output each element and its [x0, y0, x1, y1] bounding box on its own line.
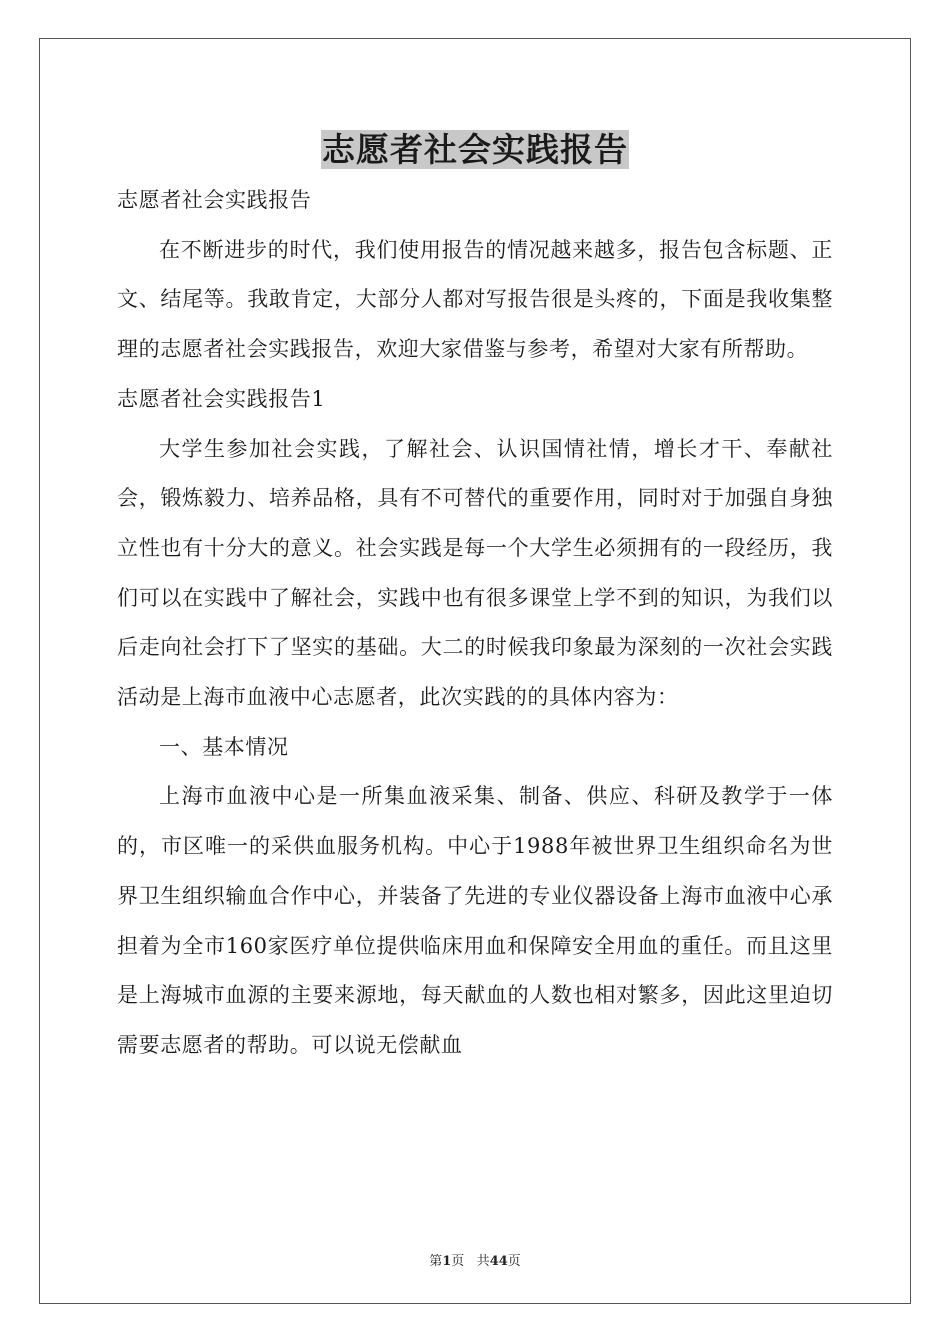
- document-body: [117, 176, 833, 1071]
- footer-total-suffix: 页: [507, 1254, 521, 1269]
- footer-page-prefix: 第: [429, 1254, 443, 1269]
- footer-page-number: 1: [442, 1254, 452, 1269]
- body-paragraph: 一、基本情况: [159, 734, 289, 759]
- footer-total-prefix: 共: [476, 1254, 490, 1269]
- document-title: [0, 128, 950, 172]
- footer-page-suffix: 页: [451, 1254, 465, 1269]
- document-title-text: 志愿者社会实践报告: [322, 130, 628, 169]
- body-paragraph: 志愿者社会实践报告1: [117, 386, 326, 411]
- body-paragraph: 志愿者社会实践报告: [117, 188, 312, 212]
- body-paragraph: 上海市血液中心是一所集血液采集、制备、供应、科研及教学于一体的，市区唯一的采供血服务机构。中心于1988年被世界卫生组织命名为世界卫生组织输血合作中心，并装备了先进的专业仪器设备上海市血液中心承担着为全市160家医疗单位提供临床用血和保障安全用血的重任。而且这里是上海城市血源的主要来源地，每天献血的人数也相对繁多，因此这里迫切需要志愿者的帮助。可以说无偿献血: [117, 784, 833, 1057]
- page-footer: [0, 1250, 950, 1269]
- body-paragraph: 在不断进步的时代，我们使用报告的情况越来越多，报告包含标题、正文、结尾等。我敢肯定，大部分人都对写报告很是头疼的，下面是我收集整理的志愿者社会实践报告，欢迎大家借鉴与参考，希望对大家有所帮助。: [117, 237, 833, 362]
- footer-total-pages: 44: [489, 1254, 508, 1269]
- body-paragraph: 大学生参加社会实践，了解社会、认识国情社情，增长才干、奉献社会，锻炼毅力、培养品格，具有不可替代的重要作用，同时对于加强自身独立性也有十分大的意义。社会实践是每一个大学生必须拥有的一段经历，我们可以在实践中了解社会，实践中也有很多课堂上学不到的知识，为我们以后走向社会打下了坚实的基础。大二的时候我印象最为深刻的一次社会实践活动是上海市血液中心志愿者，此次实践的的具体内容为：: [117, 436, 833, 710]
